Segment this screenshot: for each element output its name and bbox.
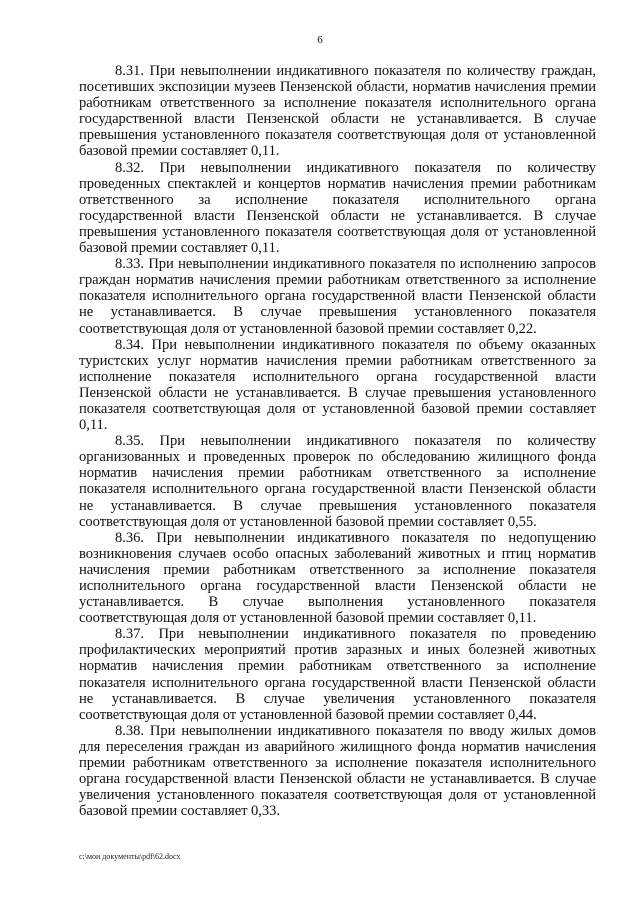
paragraph-text: При невыполнении индикативного показателя по количеству граждан, посетивших экспозиции музеев Пензенской области, норматив начисления премии работникам ответственного за исполнение показателя исполнительного органа государственной власти Пензенской области не устанавливается. В случае превышения установленного показателя соответствующая доля от установленной базовой премии составляет 0,11. bbox=[79, 63, 596, 160]
paragraph-text: При невыполнении индикативного показателя по количеству организованных и проведенных проверок по обследованию жилищного фонда норматив начисления премии работникам ответственного за исполнение показателя исполнительного органа государственной власти Пензенской области не устанавливается. В случае превышения установленного показателя соответствующая доля от установленной базовой премии составляет 0,55. bbox=[79, 433, 596, 530]
footer-file-path: c:\мои документы\pdf\62.docx bbox=[79, 852, 181, 861]
paragraph-number: 8.33. bbox=[115, 256, 144, 273]
paragraph-text: При невыполнении индикативного показателя по объему оказанных туристских услуг норматив начисления премии работникам ответственного за исполнение показателя исполнительного органа государственной власти Пензенской области не устанавливается. В случае превышения установленного показателя соответствующая доля от установленной базовой премии составляет 0,11. bbox=[79, 336, 597, 434]
paragraph-text: При невыполнении индикативного показателя по вводу жилых домов для переселения граждан из аварийного жилищного фонда норматив начисления премии работникам ответственного за исполнение показателя исполнительного органа государственной власти Пензенской области не устанавливается. В случае увеличения установленного показателя соответствующая доля от установленной базовой премии составляет 0,33. bbox=[79, 722, 596, 820]
document-body bbox=[79, 63, 596, 819]
page-number: 6 bbox=[317, 34, 323, 46]
paragraph-text: При невыполнении индикативного показателя по недопущению возникновения случаев особо опасных заболеваний животных и птиц норматив начисления премии работникам ответственного за исполнение показателя исполнительного органа государственной власти Пензенской области не устанавливается. В случае выполнения установленного показателя соответствующая доля от установленной базовой премии составляет 0,11. bbox=[79, 529, 596, 627]
paragraph-8-36 bbox=[79, 530, 596, 627]
paragraph-number: 8.34. bbox=[115, 336, 144, 353]
paragraph-text: При невыполнении индикативного показателя по количеству проведенных спектаклей и концертов норматив начисления премии работникам ответственного за исполнение показателя исполнительного органа государственной власти Пензенской области не устанавливается. В случае превышения установленного показателя соответствующая доля от установленной базовой премии составляет 0,11. bbox=[79, 159, 596, 257]
paragraph-8-37 bbox=[79, 626, 596, 723]
paragraph-number: 8.36. bbox=[115, 529, 144, 546]
paragraph-number: 8.31. bbox=[115, 63, 144, 79]
paragraph-8-38 bbox=[79, 723, 596, 820]
paragraph-8-34 bbox=[79, 337, 596, 434]
paragraph-8-31 bbox=[79, 63, 596, 160]
paragraph-8-32 bbox=[79, 160, 596, 257]
paragraph-number: 8.37. bbox=[115, 626, 144, 643]
paragraph-number: 8.32. bbox=[115, 159, 144, 176]
paragraph-number: 8.38. bbox=[115, 722, 144, 739]
paragraph-number: 8.35. bbox=[115, 433, 144, 450]
paragraph-text: При невыполнении индикативного показателя по проведению профилактических мероприятий против заразных и иных болезней животных норматив начисления премии работникам ответственного за исполнение показателя исполнительного органа государственной власти Пензенской области не устанавливается. В случае увеличения установленного показателя соответствующая доля от установленной базовой премии составляет 0,44. bbox=[79, 626, 596, 723]
paragraph-8-35 bbox=[79, 433, 596, 530]
paragraph-8-33 bbox=[79, 256, 596, 336]
paragraph-text: При невыполнении индикативного показателя по исполнению запросов граждан норматив начисления премии работникам ответственного за исполнение показателя исполнительного органа государственной власти Пензенской области не устанавливается. В случае превышения установленного показателя соответствующая доля от установленной базовой премии составляет 0,22. bbox=[79, 256, 596, 337]
